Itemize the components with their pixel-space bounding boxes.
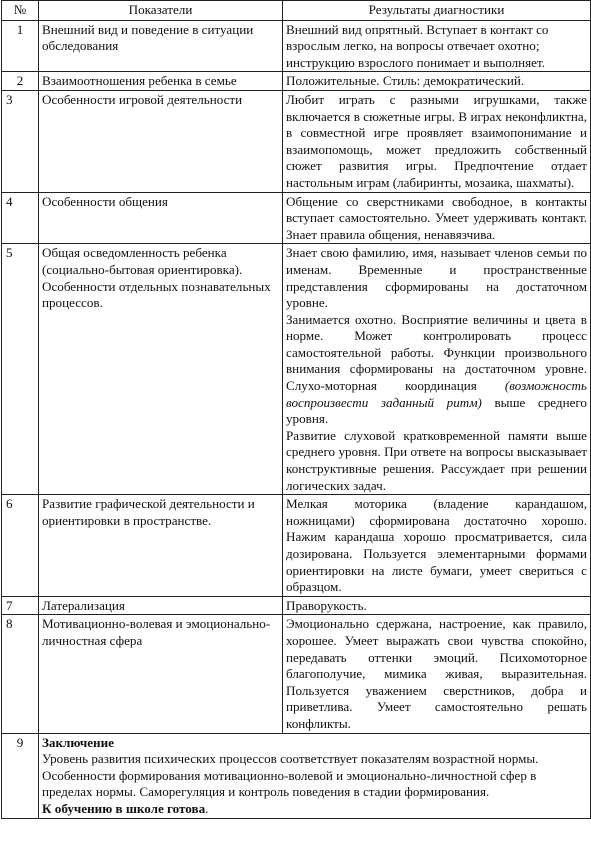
header-results: Результаты диагностики <box>283 1 591 21</box>
table-row <box>2 495 591 597</box>
result-text: Знает свою фамилию, имя, называет членов семьи по именам. Временные и пространственные представления сформированы на достаточном уровне. <box>286 245 587 311</box>
table-row <box>2 20 591 72</box>
row-number: 3 <box>2 90 39 192</box>
row-number: 8 <box>2 615 39 733</box>
result-text-segment: выше среднего уровня. <box>286 394 587 427</box>
row-indicator: Взаимоотношения ребенка в семье <box>39 72 283 91</box>
header-indicators: Показатели <box>39 1 283 21</box>
conclusion-row <box>2 733 591 818</box>
conclusion-verdict: К обучению в школе готова <box>42 800 206 816</box>
row-indicator: Особенности игровой деятельности <box>39 90 283 192</box>
conclusion-verdict-line <box>42 801 587 818</box>
row-result <box>283 20 591 72</box>
result-text: Развитие слуховой кратковременной памяти выше среднего уровня. При ответе на вопросы высказывает конструктивные решения. Рассуждает при решении логических задач. <box>286 427 587 493</box>
row-indicator: Особенности общения <box>39 192 283 244</box>
row-result <box>283 244 591 495</box>
table-row <box>2 596 591 615</box>
row-number: 7 <box>2 596 39 615</box>
row-result <box>283 596 591 615</box>
row-indicator: Мотивационно-волевая и эмоционально-личностная сфера <box>39 615 283 733</box>
header-num: № <box>2 1 39 21</box>
result-text: Эмоционально сдержана, настроение, как правило, хорошее. Умеет выражать свои чувства спокойно, передавать оттенки эмоций. Психомоторное благополучие, мимика живая, выразительная. Пользуется уважением сверстников, добра и приветлива. Умеет самостоятельно решать конфликты. <box>286 616 587 731</box>
conclusion-text: Уровень развития психических процессов соответствует показателям возрастной нормы. Особенности формирования мотивационно-волевой и эмоционально-личностной сфер в пределах нормы. Саморегуляция и контроль поведения в стадии формирования. <box>42 751 539 800</box>
row-number: 9 <box>2 733 39 818</box>
conclusion-verdict-tail: . <box>205 800 209 816</box>
result-text: Общение со сверстниками свободное, в контакты вступает самостоятельно. Умеет удерживать контакт. Знает правила общения, ненавязчива. <box>286 193 587 242</box>
diagnostics-table <box>1 0 591 819</box>
row-number: 2 <box>2 72 39 91</box>
table-row <box>2 615 591 733</box>
conclusion-title: Заключение <box>42 734 114 750</box>
row-number: 4 <box>2 192 39 244</box>
result-text: Мелкая моторика (владение карандашом, ножницами) сформирована достаточно хорошо. Нажим карандаша хорошо просматривается, сила дозирована. Пользуется элементарными формами ориентировки на листе бумаги, умеет свериться с образцом. <box>286 496 587 595</box>
row-number: 1 <box>2 20 39 72</box>
table-row <box>2 244 591 495</box>
conclusion-cell <box>39 733 591 818</box>
result-text: Внешний вид опрятный. Вступает в контакт со взрослым легко, на вопросы отвечает охотно; инструкцию взрослого понимает и выполняет. <box>286 21 549 70</box>
result-text-italic: (возможность воспроизвести заданный ритм) <box>286 378 587 410</box>
result-text <box>286 312 587 428</box>
row-indicator: Латерализация <box>39 596 283 615</box>
row-result <box>283 90 591 192</box>
table-row <box>2 72 591 91</box>
result-text-segment: Занимается охотно. Восприятие величины и цвета в норме. Может контролировать процесс самостоятельной работы. Функции произвольного внимания сформированы на достаточном уровне. Слухо-моторная координация <box>286 311 587 394</box>
table-header-row <box>2 1 591 21</box>
row-result <box>283 192 591 244</box>
row-number: 6 <box>2 495 39 597</box>
row-result <box>283 72 591 91</box>
result-text: Праворукость. <box>286 597 367 613</box>
result-text: Любит играть с разными игрушками, также включается в сюжетные игры. В играх неконфликтна, в совместной игре проявляет взаимопонимание и взаимопомощь, может предложить собственный сюжет развития игры. Предпочтение отдает настольным играм (лабиринты, мозаика, шахматы). <box>286 91 587 190</box>
table-row <box>2 90 591 192</box>
result-text: Положительные. Стиль: демократический. <box>286 73 525 89</box>
row-indicator: Внешний вид и поведение в ситуации обследования <box>39 20 283 72</box>
row-result <box>283 495 591 597</box>
row-indicator: Общая осведомленность ребенка (социально-бытовая ориентировка). Особенности отдельных познавательных процессов. <box>39 244 283 495</box>
table-row <box>2 192 591 244</box>
row-indicator: Развитие графической деятельности и ориентировки в пространстве. <box>39 495 283 597</box>
row-result <box>283 615 591 733</box>
row-number: 5 <box>2 244 39 495</box>
